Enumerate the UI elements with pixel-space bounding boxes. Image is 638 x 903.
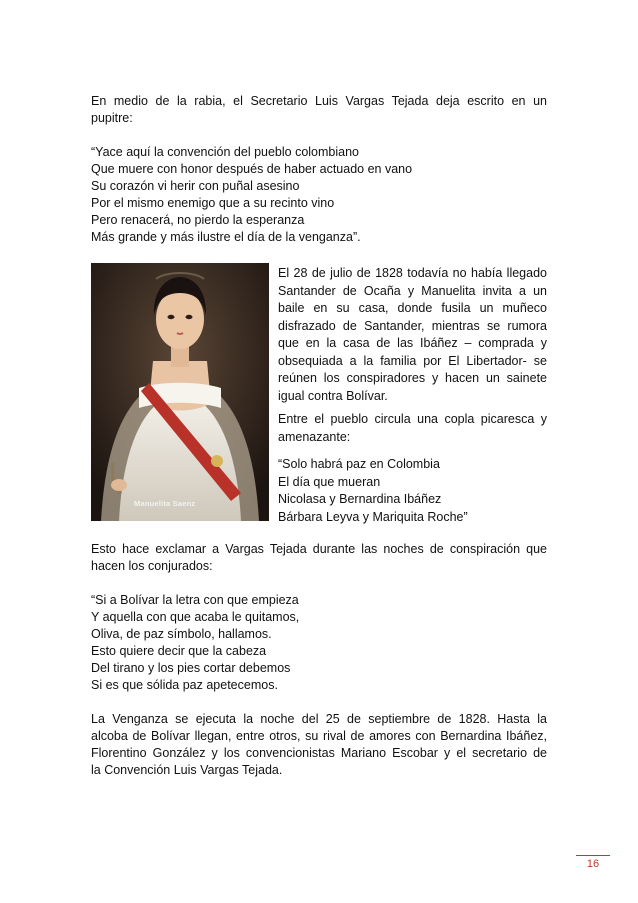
- side-line: Santander de Ocaña y Manuelita invita a un: [278, 283, 547, 298]
- poem-line: “Si a Bolívar la letra con que empieza: [91, 593, 299, 607]
- poem-line: Pero renacerá, no pierdo la esperanza: [91, 213, 305, 227]
- poem-line: Oliva, de paz símbolo, hallamos.: [91, 627, 272, 641]
- side-line: El 28 de julio de 1828 todavía no había llegado: [278, 266, 547, 280]
- manuelita-saenz-portrait: [91, 263, 269, 521]
- intro-line-2: pupitre:: [91, 111, 133, 125]
- copla-intro-line: Entre el pueblo circula una copla picaresca y: [278, 412, 547, 426]
- copla-line: “Solo habrá paz en Colombia: [278, 457, 440, 471]
- paragraph-line: La Venganza se ejecuta la noche del 25 de septiembre de 1828. Hasta la: [91, 712, 547, 726]
- side-line: disfrazado de Santander, mientras se rumora: [278, 318, 547, 333]
- poem-line: Si es que sólida paz apetecemos.: [91, 678, 278, 692]
- poem-line: Y aquella con que acaba le quitamos,: [91, 610, 300, 624]
- poem-line: Que muere con honor después de haber actuado en vano: [91, 162, 413, 176]
- copla-verse: [278, 456, 547, 526]
- poem-line: Del tirano y los pies cortar debemos: [91, 661, 291, 675]
- poem-line: “Yace aquí la convención del pueblo colombiano: [91, 145, 360, 159]
- paragraph-line: la Convención Luis Vargas Tejada.: [91, 763, 283, 777]
- side-line: reúnen los conspiradores y hacen un sainete: [278, 371, 547, 385]
- poem-convention: [91, 144, 547, 246]
- page-number: 16: [586, 858, 600, 870]
- venganza-paragraph: [91, 711, 547, 779]
- copla-line: Bárbara Leyva y Mariquita Roche”: [278, 509, 468, 524]
- paragraph-line: hacen los conjurados:: [91, 559, 213, 573]
- side-line: igual contra Bolívar.: [278, 388, 388, 403]
- paragraph-line: alcoba de Bolívar llegan, entre otros, su rival de amores con Bernardina Ibáñez,: [91, 729, 547, 743]
- poem-line: Más grande y más ilustre el día de la venganza”.: [91, 230, 361, 244]
- copla-line: Nicolasa y Bernardina Ibáñez: [278, 492, 442, 506]
- side-paragraph: [278, 265, 547, 405]
- page-number-rule: [576, 855, 610, 856]
- intro-paragraph: [91, 93, 547, 127]
- side-line: baile en su casa, donde fusila un muñeco: [278, 301, 547, 315]
- intro-line-1: En medio de la rabia, el Secretario Luis Vargas Tejada deja escrito en un: [91, 94, 547, 108]
- portrait-painting: [91, 263, 269, 521]
- poem-bolivar: [91, 592, 547, 694]
- poem-line: Por el mismo enemigo que a su recinto vino: [91, 196, 335, 210]
- conspiracy-paragraph: [91, 541, 547, 575]
- poem-line: Esto quiere decir que la cabeza: [91, 644, 267, 658]
- poem-line: Su corazón vi herir con puñal asesino: [91, 179, 300, 193]
- paragraph-line: Esto hace exclamar a Vargas Tejada durante las noches de conspiración que: [91, 542, 547, 556]
- side-line: obsequiada a la familia por El Libertador- se: [278, 353, 547, 368]
- side-line: que en la casa de las Ibáñez – comprada y: [278, 336, 547, 350]
- paragraph-line: Florentino González y los convencionistas Mariano Escobar y el secretario de: [91, 746, 547, 760]
- portrait-caption: Manuelita Saenz: [134, 499, 196, 508]
- copla-intro-line: amenazante:: [278, 429, 351, 444]
- copla-line: El día que mueran: [278, 474, 381, 489]
- copla-intro: [278, 411, 547, 446]
